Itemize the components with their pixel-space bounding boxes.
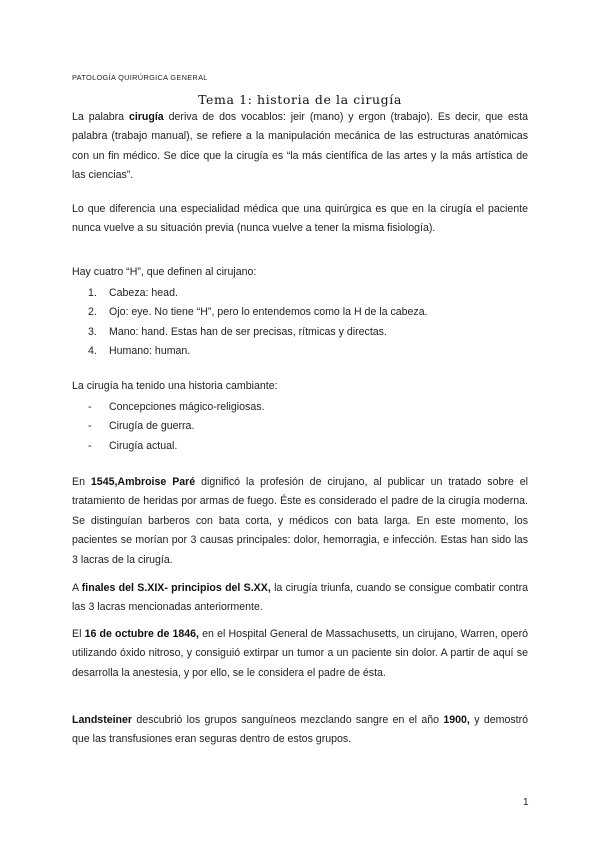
- list-item: 3. Mano: hand. Estas han de ser precisas, rítmicas y directas.: [88, 325, 387, 338]
- list-item: - Cirugía de guerra.: [88, 420, 195, 433]
- term-cirugia: cirugía: [128, 111, 164, 123]
- paragraph-landsteiner: Landsteiner descubrió los grupos sanguíneos mezclando sangre en el año 1900, y demostró que las transfusiones eran seguras dentro de estos grupos.: [72, 714, 528, 746]
- list-item: - Cirugía actual.: [88, 439, 178, 452]
- highlight-year: 1900,: [443, 714, 470, 726]
- page-title: Tema 1: historia de la cirugía: [198, 92, 402, 107]
- highlight-century: finales del S.XIX- principios del S.XX,: [81, 582, 271, 594]
- highlight-pare: 1545,Ambroise Paré: [90, 476, 196, 488]
- paragraph-difference: Lo que diferencia una especialidad médica que una quirúrgica es que en la cirugía el paciente nunca vuelve a su situación previa (nunca vuelve a tener la misma fisiología).: [72, 203, 528, 235]
- paragraph-history-intro: La cirugía ha tenido una historia cambiante:: [72, 380, 278, 392]
- history-list: [72, 398, 528, 456]
- highlight-date: 16 de octubre de 1846,: [84, 628, 199, 640]
- list-item: 4. Humano: human.: [88, 344, 191, 357]
- paragraph-four-h-intro: Hay cuatro “H”, que definen al cirujano:: [72, 266, 257, 278]
- list-item: 1. Cabeza: head.: [88, 287, 178, 299]
- paragraph-late-19th-century: A finales del S.XIX- principios del S.XX, la cirugía triunfa, cuando se consigue combatir contra las 3 lacras mencionadas anteriormente.: [72, 582, 528, 614]
- list-item: 2. Ojo: eye. No tiene “H”, pero lo entendemos como la H de la cabeza.: [88, 306, 428, 319]
- document-header: PATOLOGÍA QUIRÚRGICA GENERAL: [72, 73, 208, 82]
- paragraph-cirugia-definition: La palabra cirugía deriva de dos vocablos: jeir (mano) y ergon (trabajo). Es decir, que esta palabra (trabajo manual), se refiere a la manipulación mecánica de las estructuras anatómicas con un fin médico. Se dice que la cirugía es “la más científica de las artes y la más artística de las ciencias”.: [72, 111, 528, 182]
- four-h-list: [72, 284, 528, 361]
- paragraph-ambroise-pare: En 1545,Ambroise Paré dignificó la profesión de cirujano, al publicar un tratado sobre el tratamiento de heridas por armas de fuego. Éste es considerado el padre de la cirugía moderna. Se distinguían barberos con bata corta, y médicos con bata larga. En este momento, los pacientes se morían por 3 causas principales: dolor, hemorragia, e infección. Estas han sido las 3 lacras de la cirugía.: [72, 476, 528, 566]
- page-number: 1: [523, 797, 529, 808]
- list-item: - Concepciones mágico-religiosas.: [88, 401, 265, 413]
- highlight-landsteiner: Landsteiner: [72, 714, 133, 726]
- paragraph-anesthesia: El 16 de octubre de 1846, en el Hospital General de Massachusetts, un cirujano, Warren, operó utilizando óxido nitroso, y consiguió extirpar un tumor a un paciente sin dolor. A partir de aquí se desarrolla la anestesia, y por ello, se le considera el padre de ésta.: [72, 628, 528, 679]
